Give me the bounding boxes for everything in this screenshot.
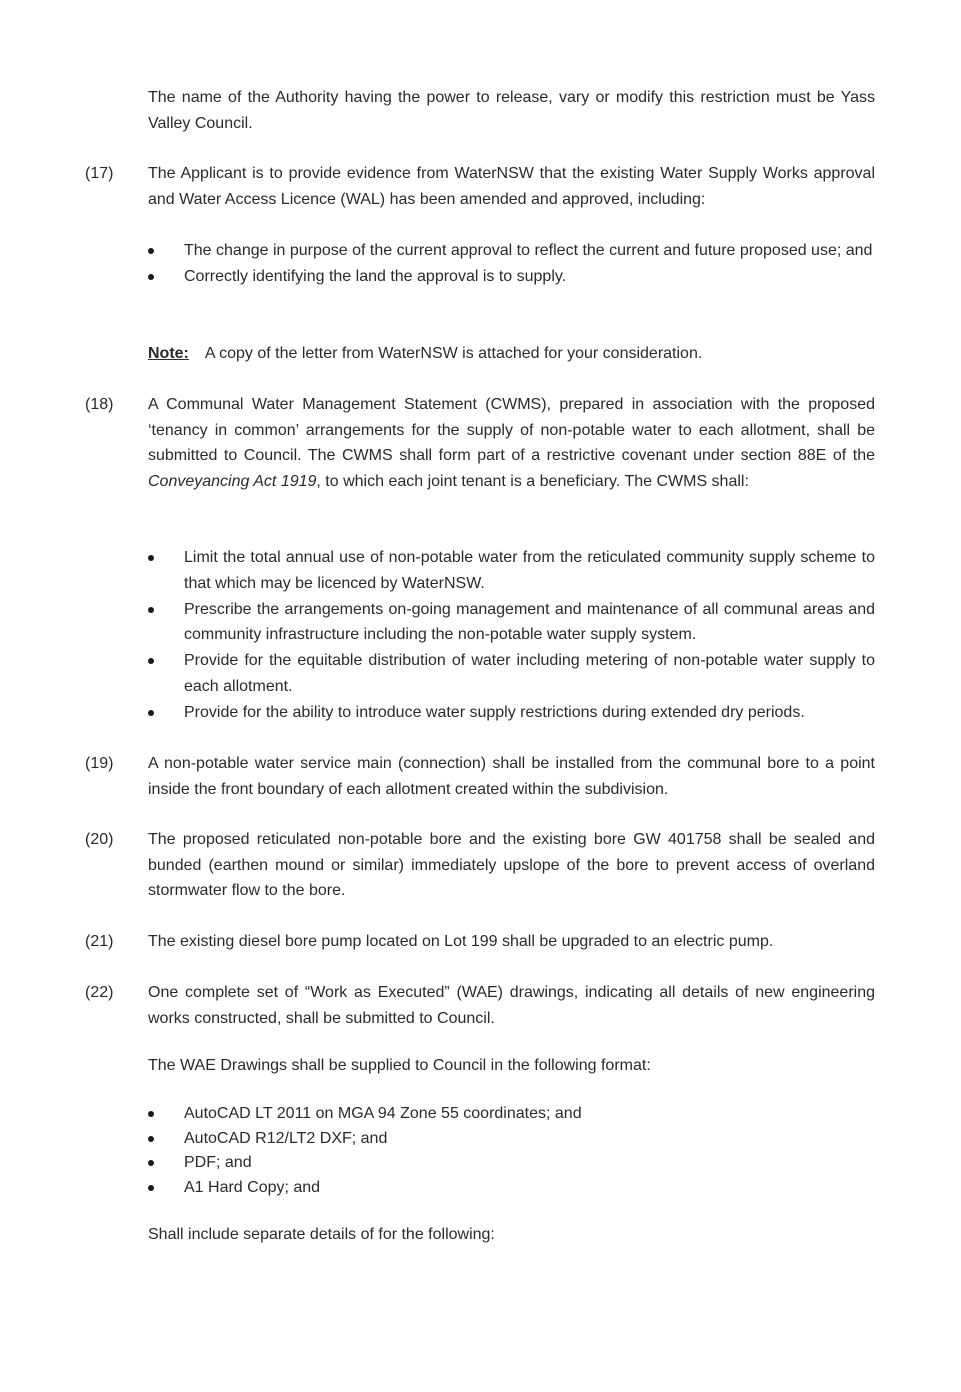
condition-20-number: (20)	[85, 831, 114, 848]
condition-17-text: The Applicant is to provide evidence from WaterNSW that the existing Water Supply Works approval and Water Access Licence (WAL) has been amended and approved, including:	[148, 165, 875, 208]
list-item: A1 Hard Copy; and	[148, 1175, 875, 1201]
list-item: The change in purpose of the current approval to reflect the current and future proposed use; and	[148, 238, 875, 264]
condition-17-number: (17)	[85, 165, 114, 182]
bullet-icon	[148, 607, 154, 613]
bullet-icon	[148, 658, 154, 664]
list-item: Provide for the ability to introduce water supply restrictions during extended dry periods.	[148, 700, 875, 726]
bullet-icon	[148, 274, 154, 280]
wae-format-list	[148, 1101, 875, 1199]
condition-19-number: (19)	[85, 755, 114, 772]
act-title: Conveyancing Act 1919	[148, 472, 317, 490]
condition-18-text: A Communal Water Management Statement (CWMS), prepared in association with the proposed ‘tenancy in common’ arrangements for the supply of non-potable water to each allotment, shall be submitted to Council. The CWMS shall form part of a restrictive covenant under section 88E of the Conveyancing Act 1919, to which each joint tenant is a beneficiary. The CWMS shall:	[148, 396, 875, 490]
condition-17-note	[148, 341, 875, 367]
bullet-icon	[148, 1185, 154, 1191]
condition-19-text: A non-potable water service main (connection) shall be installed from the communal bore to a point inside the front boundary of each allotment created within the subdivision.	[148, 755, 875, 798]
condition-18-bullet-list	[148, 545, 875, 726]
list-item: Provide for the equitable distribution of water including metering of non-potable water supply to each allotment.	[148, 648, 875, 699]
bullet-icon	[148, 1160, 154, 1166]
condition-17-bullet-list	[148, 238, 875, 290]
note-text: A copy of the letter from WaterNSW is attached for your consideration.	[204, 345, 703, 362]
list-item: AutoCAD LT 2011 on MGA 94 Zone 55 coordinates; and	[148, 1101, 875, 1127]
condition-18-number: (18)	[85, 396, 114, 413]
restriction-authority-paragraph: The name of the Authority having the power to release, vary or modify this restriction must be Yass Valley Council.	[148, 89, 875, 132]
condition-21-number: (21)	[85, 933, 114, 950]
condition-22-text: One complete set of “Work as Executed” (WAE) drawings, indicating all details of new engineering works constructed, shall be submitted to Council.	[148, 984, 875, 1027]
bullet-icon	[148, 555, 154, 561]
list-item: Prescribe the arrangements on-going management and maintenance of all communal areas and community infrastructure including the non-potable water supply system.	[148, 597, 875, 648]
list-item: PDF; and	[148, 1150, 875, 1176]
list-item: Limit the total annual use of non-potable water from the reticulated community supply scheme to that which may be licenced by WaterNSW.	[148, 545, 875, 596]
list-item: AutoCAD R12/LT2 DXF; and	[148, 1126, 875, 1152]
list-item: Correctly identifying the land the approval is to supply.	[148, 264, 875, 290]
wae-format-intro: The WAE Drawings shall be supplied to Council in the following format:	[148, 1057, 651, 1074]
bullet-icon	[148, 1111, 154, 1117]
bullet-icon	[148, 710, 154, 716]
bullet-icon	[148, 1136, 154, 1142]
condition-20-text: The proposed reticulated non-potable bore and the existing bore GW 401758 shall be sealed and bunded (earthen mound or similar) immediately upslope of the bore to prevent access of overland stormwater flow to the bore.	[148, 831, 875, 899]
note-label: Note:	[148, 345, 189, 362]
condition-22-number: (22)	[85, 984, 114, 1001]
bullet-icon	[148, 248, 154, 254]
wae-closing-line: Shall include separate details of for the following:	[148, 1226, 495, 1243]
condition-21-text: The existing diesel bore pump located on Lot 199 shall be upgraded to an electric pump.	[148, 933, 774, 950]
